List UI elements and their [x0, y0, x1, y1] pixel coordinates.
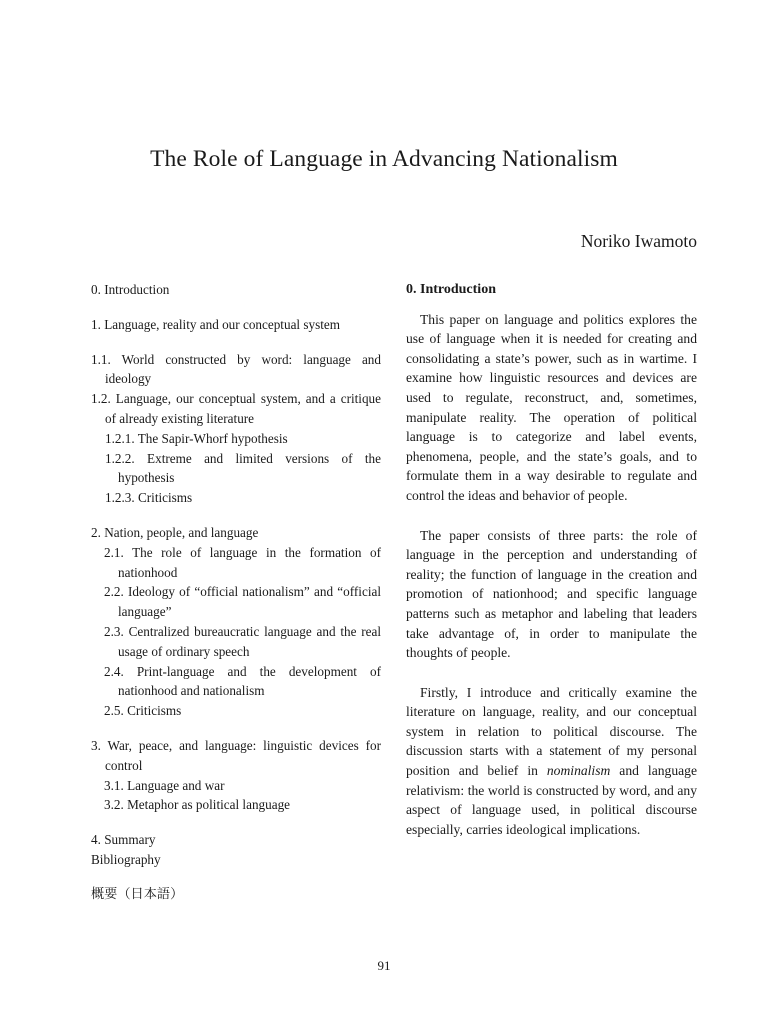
paragraph-3-text-end: and language relativism: the world is constructed by word, and any aspect of language used, in political discourse especially, carries ideological implications. [406, 763, 697, 837]
body-column [406, 280, 697, 859]
toc-item-section-2: 2. Nation, people, and language [91, 524, 259, 540]
toc-item-introduction: 0. Introduction [91, 282, 170, 297]
toc-item-section-1: 1. Language, reality and our conceptual system [91, 316, 341, 332]
toc-item-section-3-2: 3.2. Metaphor as political language [104, 797, 291, 813]
author-name: Noriko Iwamoto [580, 231, 697, 251]
paper-title: The Role of Language in Advancing Nationalism [150, 146, 618, 172]
toc-item-section-1-2-3: 1.2.3. Criticisms [105, 490, 193, 506]
paragraph-1: This paper on language and politics explores the use of language when it is needed for creating and consolidating a state’s power, such as in wartime. I examine how linguistic resources and devices are used to regulate, reconstruct, and, sometimes, manipulate reality. The operation of political language is to categorize and label events, phenomena, people, and the state’s goals, and to formulate them in a way desirable to regulate and control the ideas and behavior of people. [406, 311, 697, 503]
page-number: 91 [377, 958, 391, 973]
toc-item-section-2-5: 2.5. Criticisms [104, 703, 182, 719]
emphasized-term: nominalism [546, 763, 611, 779]
paragraph-3 [406, 683, 697, 840]
toc-item-section-1-1: 1.1. World constructed by word: language and ideology [91, 351, 381, 387]
paragraph-2: The paper consists of three parts: the role of language in the perception and understanding of reality; the function of language in the creation and promotion of nationhood; and specific language patterns such as metaphor and labeling that leaders take advantage of, in order to manipulate the thoughts of people. [406, 527, 697, 661]
toc-item-bibliography: Bibliography [91, 851, 161, 867]
section-heading-introduction: 0. Introduction [406, 282, 496, 297]
toc-item-section-1-2-1: 1.2.1. The Sapir-Whorf hypothesis [105, 430, 288, 446]
toc-item-section-3: 3. War, peace, and language: linguistic devices for control [91, 737, 381, 773]
toc-item-section-3-1: 3.1. Language and war [104, 777, 225, 793]
toc-item-section-2-4: 2.4. Print-language and the development of nationhood and nationalism [104, 663, 381, 699]
toc-item-section-2-3: 2.3. Centralized bureaucratic language and the real usage of ordinary speech [104, 623, 381, 659]
toc-item-section-4: 4. Summary [91, 832, 156, 848]
toc-item-section-2-2: 2.2. Ideology of “official nationalism” and “official language” [104, 584, 381, 620]
toc-item-section-1-2-2: 1.2.2. Extreme and limited versions of the hypothesis [105, 450, 381, 486]
paragraph-3-text-start: Firstly, I introduce and critically examine the literature on language, reality, and our conceptual system in relation to political discourse. The discussion starts with a statement of my personal position and belief in [406, 684, 697, 779]
toc-item-section-1-2: 1.2. Language, our conceptual system, and a critique of already existing literature [91, 391, 381, 426]
toc-item-abstract-japanese: 概要（日本語） [91, 885, 184, 901]
toc-item-section-2-1: 2.1. The role of language in the formation of nationhood [104, 544, 381, 580]
table-of-contents [91, 280, 381, 904]
